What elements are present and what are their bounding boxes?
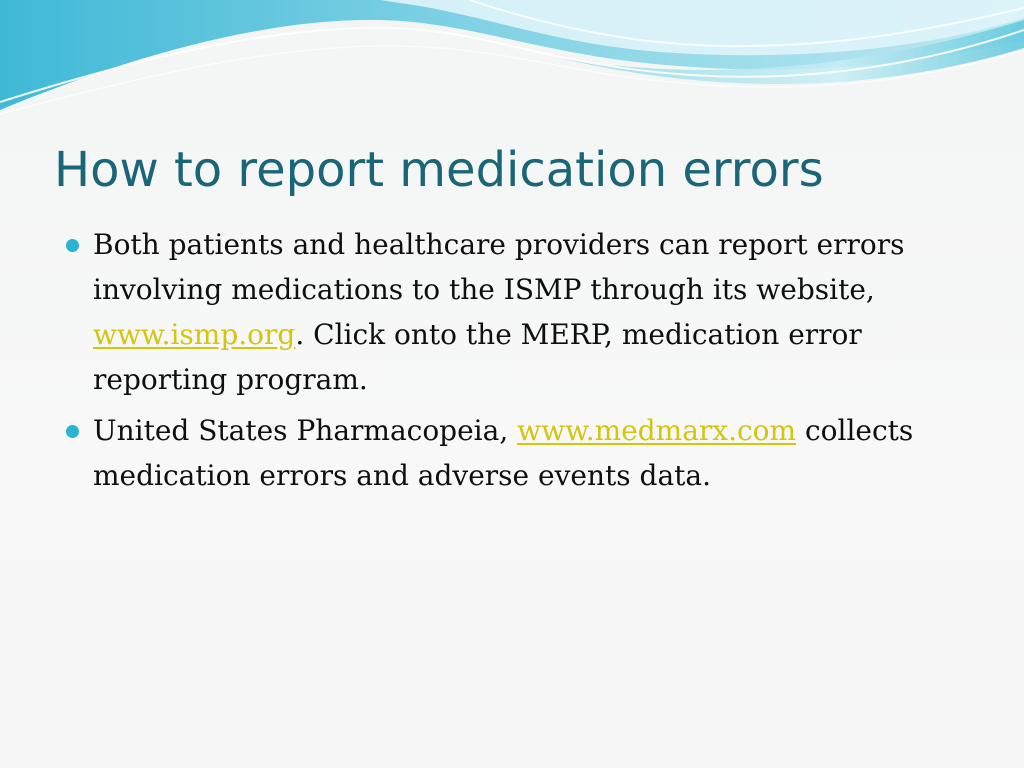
bullet-item-ismp: [64, 222, 964, 402]
bullet-item-usp: [64, 408, 964, 498]
medmarx-link[interactable]: www.medmarx.com: [517, 414, 797, 447]
bullet-list: [64, 222, 964, 504]
ismp-link[interactable]: www.ismp.org: [93, 318, 296, 351]
bullet-text: United States Pharmacopeia,: [93, 414, 518, 447]
bullet-text: Both patients and healthcare providers can report errors involving medications to the ISMP through its website,: [93, 228, 905, 306]
wave-header-decoration: [0, 0, 1024, 120]
slide-title: How to report medication errors: [54, 142, 824, 198]
bullet-text: . Click onto the MERP, medication error reporting program.: [93, 318, 862, 396]
bullet-icon: [66, 239, 79, 252]
bullet-icon: [66, 425, 79, 438]
bullet-text: collects medication errors and adverse events data.: [93, 414, 914, 492]
